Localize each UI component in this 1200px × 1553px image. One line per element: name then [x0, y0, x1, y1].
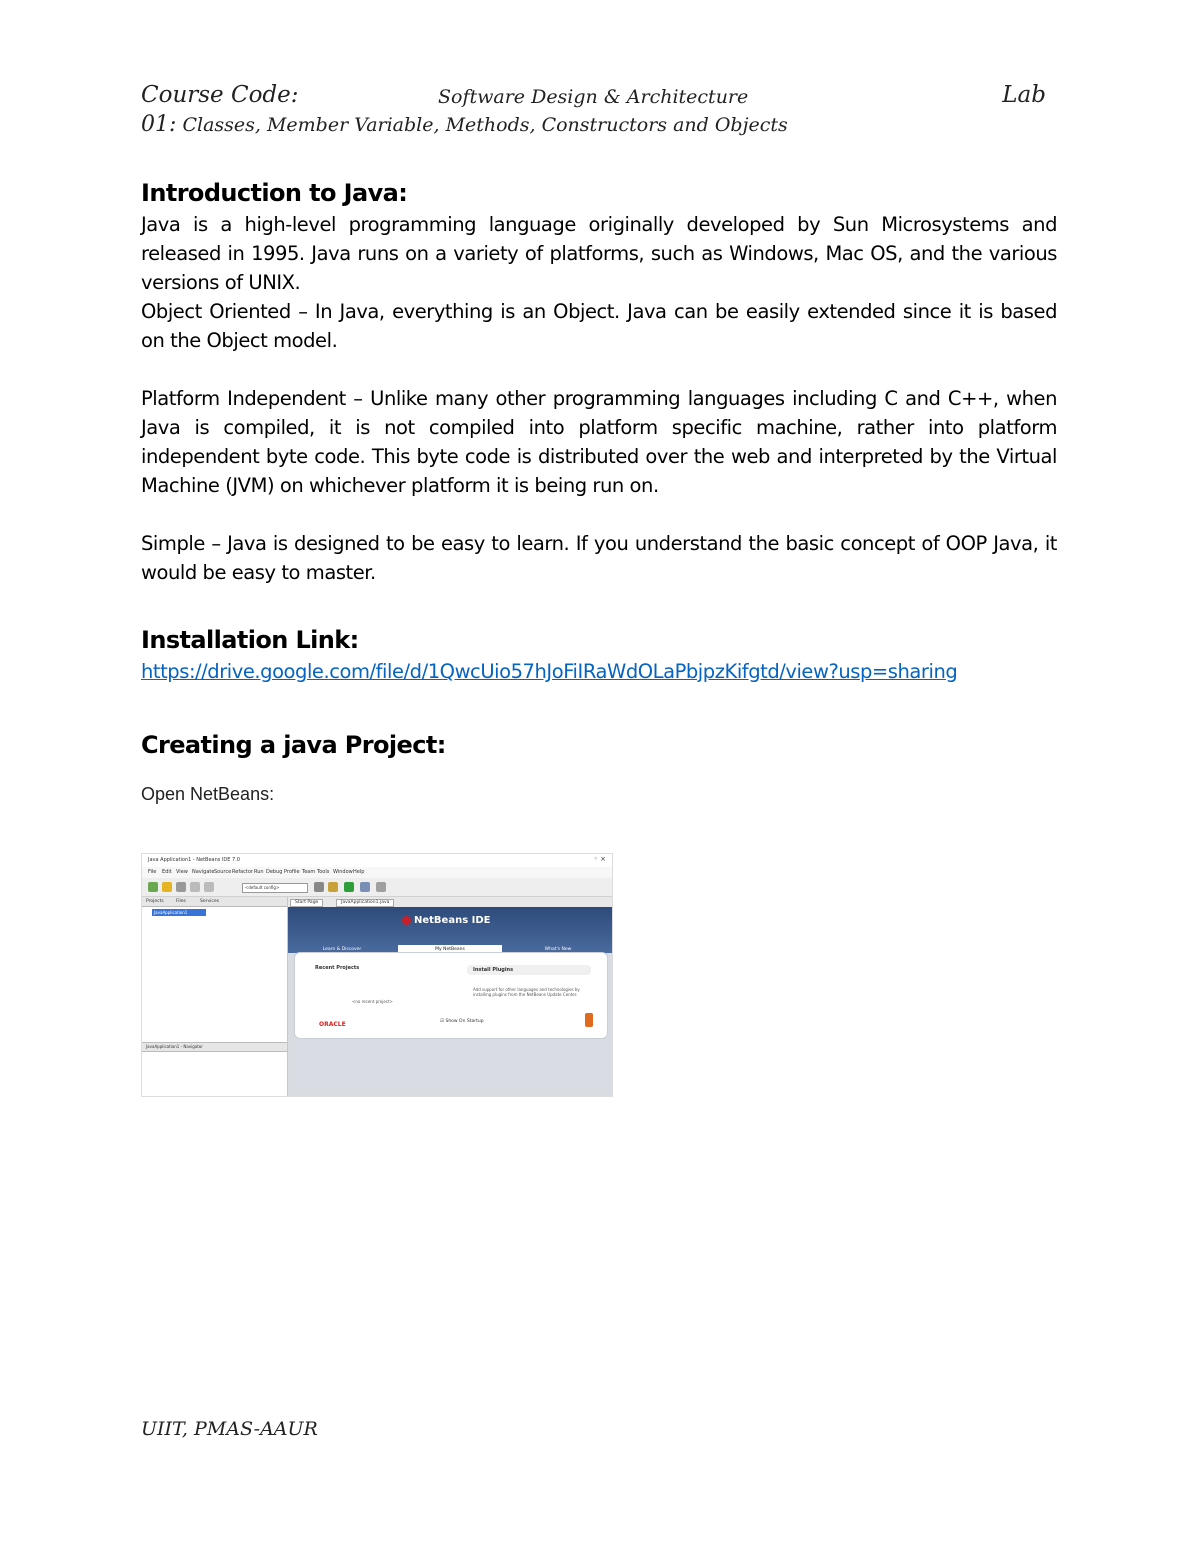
menu-navigate: Navigate	[192, 869, 215, 875]
menu-edit: Edit	[162, 869, 172, 875]
welcome-panel	[294, 952, 608, 1039]
menu-source: Source	[214, 869, 232, 875]
debug-icon	[360, 882, 370, 892]
open-netbeans-text: Open NetBeans:	[141, 784, 275, 804]
netbeans-logo-icon	[402, 916, 411, 925]
lab-number: 01:	[141, 112, 177, 137]
redo-icon	[204, 882, 214, 892]
tab-learn-discover: Learn & Discover	[322, 947, 362, 952]
install-plugins-desc: Add support for other languages and technologies by installing plugins from the NetBeans Update Center.	[473, 987, 580, 997]
tab-start-page: Start Page	[290, 899, 323, 907]
tab-whats-new: What's New	[544, 947, 572, 952]
save-all-icon	[176, 882, 186, 892]
no-recent-project-text: <no recent project>	[352, 999, 393, 1004]
tab-services: Services	[200, 899, 219, 904]
navigator-label: JavaApplication1 - Navigator	[146, 1044, 203, 1049]
menu-help: Help	[353, 869, 365, 875]
page-header	[141, 82, 1056, 112]
page-footer: UIIT, PMAS-AAUR	[141, 1418, 318, 1440]
course-title: Software Design & Architecture	[438, 86, 749, 108]
screenshot-toolbar	[142, 878, 612, 897]
menu-window: Window	[333, 869, 353, 875]
profile-icon	[376, 882, 386, 892]
new-project-icon	[148, 882, 158, 892]
menu-file: File	[148, 869, 157, 875]
intro-heading: Introduction to Java:	[141, 179, 408, 207]
build-icon	[314, 882, 324, 892]
menu-refactor: Refactor	[232, 869, 253, 875]
lab-subtitle	[141, 112, 1056, 137]
config-combo-value: <default config>	[245, 885, 280, 890]
config-combo	[242, 883, 308, 893]
menu-run: Run	[254, 869, 264, 875]
screenshot-titlebar	[142, 854, 612, 867]
java-cup-icon	[585, 1013, 593, 1027]
installation-link[interactable]: https://drive.google.com/file/d/1QwcUio57hJoFiIRaWdOLaPbjpzKifgtd/view?usp=sharing	[141, 660, 958, 683]
tab-java-file: JavaApplication1.java	[336, 899, 394, 907]
tab-files: Files	[176, 899, 186, 904]
recent-projects-label: Recent Projects	[315, 965, 360, 971]
undo-icon	[190, 882, 200, 892]
menu-view: View	[176, 869, 188, 875]
show-on-startup-label: Show On Startup	[445, 1019, 484, 1024]
tree-item-project: JavaApplication1	[152, 909, 206, 916]
navigator-panel-header	[142, 1042, 287, 1052]
netbeans-screenshot	[141, 853, 613, 1097]
screenshot-window-title: Java Application1 - NetBeans IDE 7.0	[148, 857, 240, 863]
lab-topic: Classes, Member Variable, Methods, Constructors and Objects	[182, 114, 788, 136]
projects-panel	[142, 897, 288, 1096]
netbeans-banner	[288, 907, 612, 953]
run-icon	[344, 882, 354, 892]
netbeans-logo-text: NetBeans IDE	[414, 915, 491, 926]
menu-tools: Tools	[317, 869, 330, 875]
simple-paragraph: Simple – Java is designed to be easy to learn. If you understand the basic concept of OOP Java, it would be easy to master.	[141, 532, 1057, 584]
menu-team: Team	[302, 869, 316, 875]
window-controls-icon: ◦ ×	[593, 855, 606, 863]
document-body	[141, 176, 1057, 805]
lab-label: Lab	[1002, 82, 1046, 108]
open-project-icon	[162, 882, 172, 892]
platform-independent-paragraph: Platform Independent – Unlike many other programming languages including C and C++, when Java is compiled, it is not compiled into platform specific machine, rather into platform independent byte code. This byte code is distributed over the web and interpreted by the Virtual Machine (JVM) on whichever platform it is being run on.	[141, 387, 1057, 497]
projects-tabs	[142, 897, 287, 907]
tab-my-netbeans: My NetBeans	[398, 945, 502, 955]
object-oriented-paragraph: Object Oriented – In Java, everything is an Object. Java can be easily extended since it is based on the Object model.	[141, 300, 1057, 352]
course-code-label: Course Code:	[141, 82, 299, 108]
install-plugins-label: Install Plugins	[467, 965, 591, 975]
create-project-heading: Creating a java Project:	[141, 731, 446, 759]
clean-build-icon	[328, 882, 338, 892]
menu-debug: Debug	[266, 869, 283, 875]
start-page-panel	[288, 897, 612, 1096]
tab-projects: Projects	[146, 899, 164, 904]
intro-paragraph: Java is a high-level programming language originally developed by Sun Microsystems and released in 1995. Java runs on a variety of platforms, such as Windows, Mac OS, and the various versions of UNIX.	[141, 213, 1057, 294]
menu-profile: Profile	[284, 869, 300, 875]
show-on-startup-checkbox: ☑ Show On Startup	[440, 1019, 484, 1024]
oracle-logo-text: ORACLE	[319, 1021, 346, 1028]
installation-heading: Installation Link:	[141, 626, 359, 654]
